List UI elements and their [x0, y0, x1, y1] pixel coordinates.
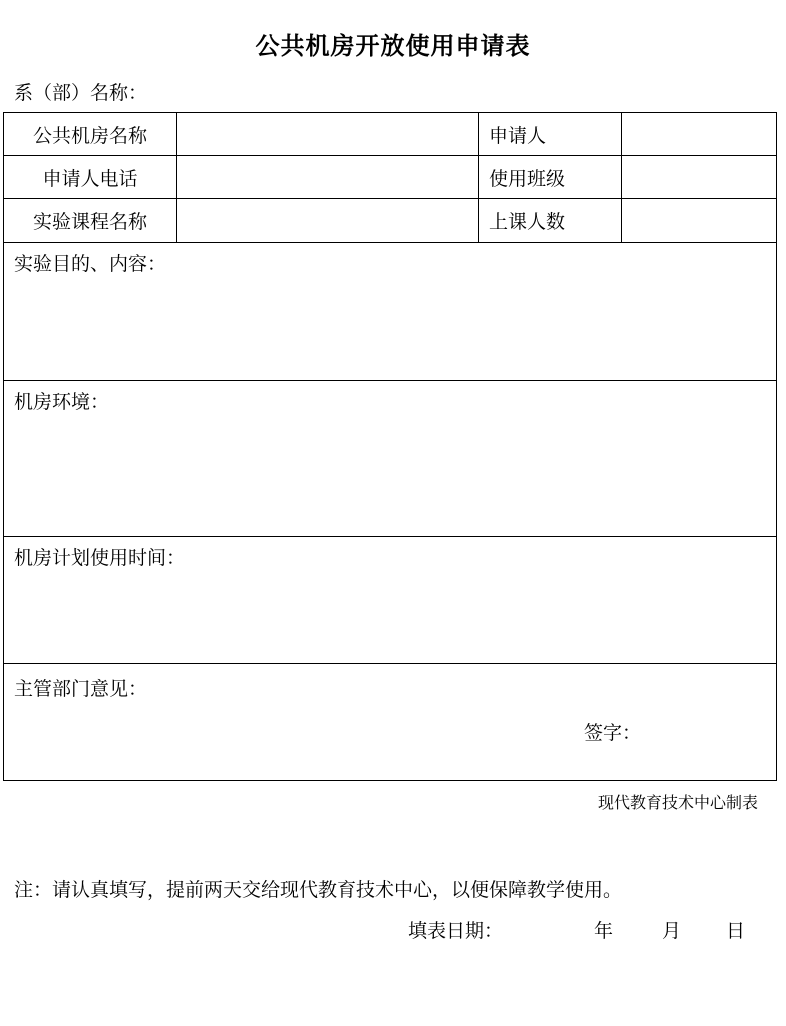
environment-label: 机房环境： [14, 391, 110, 413]
opinion-section[interactable] [4, 664, 777, 781]
application-form-table [3, 112, 777, 781]
purpose-label: 实验目的、内容： [14, 253, 167, 275]
student-count-label: 上课人数 [479, 199, 622, 243]
applicant-phone-field[interactable] [177, 156, 479, 199]
room-name-field[interactable] [177, 113, 479, 156]
opinion-label: 主管部门意见： [14, 678, 148, 700]
schedule-section[interactable] [4, 537, 777, 664]
table-row [4, 381, 777, 537]
course-name-field[interactable] [177, 199, 479, 243]
table-row [4, 243, 777, 381]
form-title: 公共机房开放使用申请表 [255, 32, 531, 60]
class-field[interactable] [622, 156, 777, 199]
applicant-field[interactable] [622, 113, 777, 156]
table-row [4, 113, 777, 156]
schedule-label: 机房计划使用时间： [14, 547, 186, 569]
table-row [4, 156, 777, 199]
table-row [4, 199, 777, 243]
note-text: 注：请认真填写，提前两天交给现代教育技术中心，以便保障教学使用。 [14, 879, 623, 901]
day-label: 日 [726, 920, 746, 942]
applicant-phone-label: 申请人电话 [4, 156, 177, 199]
table-row [4, 664, 777, 781]
room-name-label: 公共机房名称 [4, 113, 177, 156]
department-name-label: 系（部）名称： [14, 82, 148, 104]
year-label: 年 [594, 920, 614, 942]
student-count-field[interactable] [622, 199, 777, 243]
table-row [4, 537, 777, 664]
purpose-section[interactable] [4, 243, 777, 381]
fill-date-line [408, 916, 746, 1026]
course-name-label: 实验课程名称 [4, 199, 177, 243]
fill-date-label: 填表日期： [408, 920, 504, 942]
class-label: 使用班级 [479, 156, 622, 199]
environment-section[interactable] [4, 381, 777, 537]
applicant-label: 申请人 [479, 113, 622, 156]
month-label: 月 [662, 920, 682, 942]
maker-label: 现代教育技术中心制表 [597, 793, 758, 812]
signature-label: 签字： [584, 722, 642, 744]
